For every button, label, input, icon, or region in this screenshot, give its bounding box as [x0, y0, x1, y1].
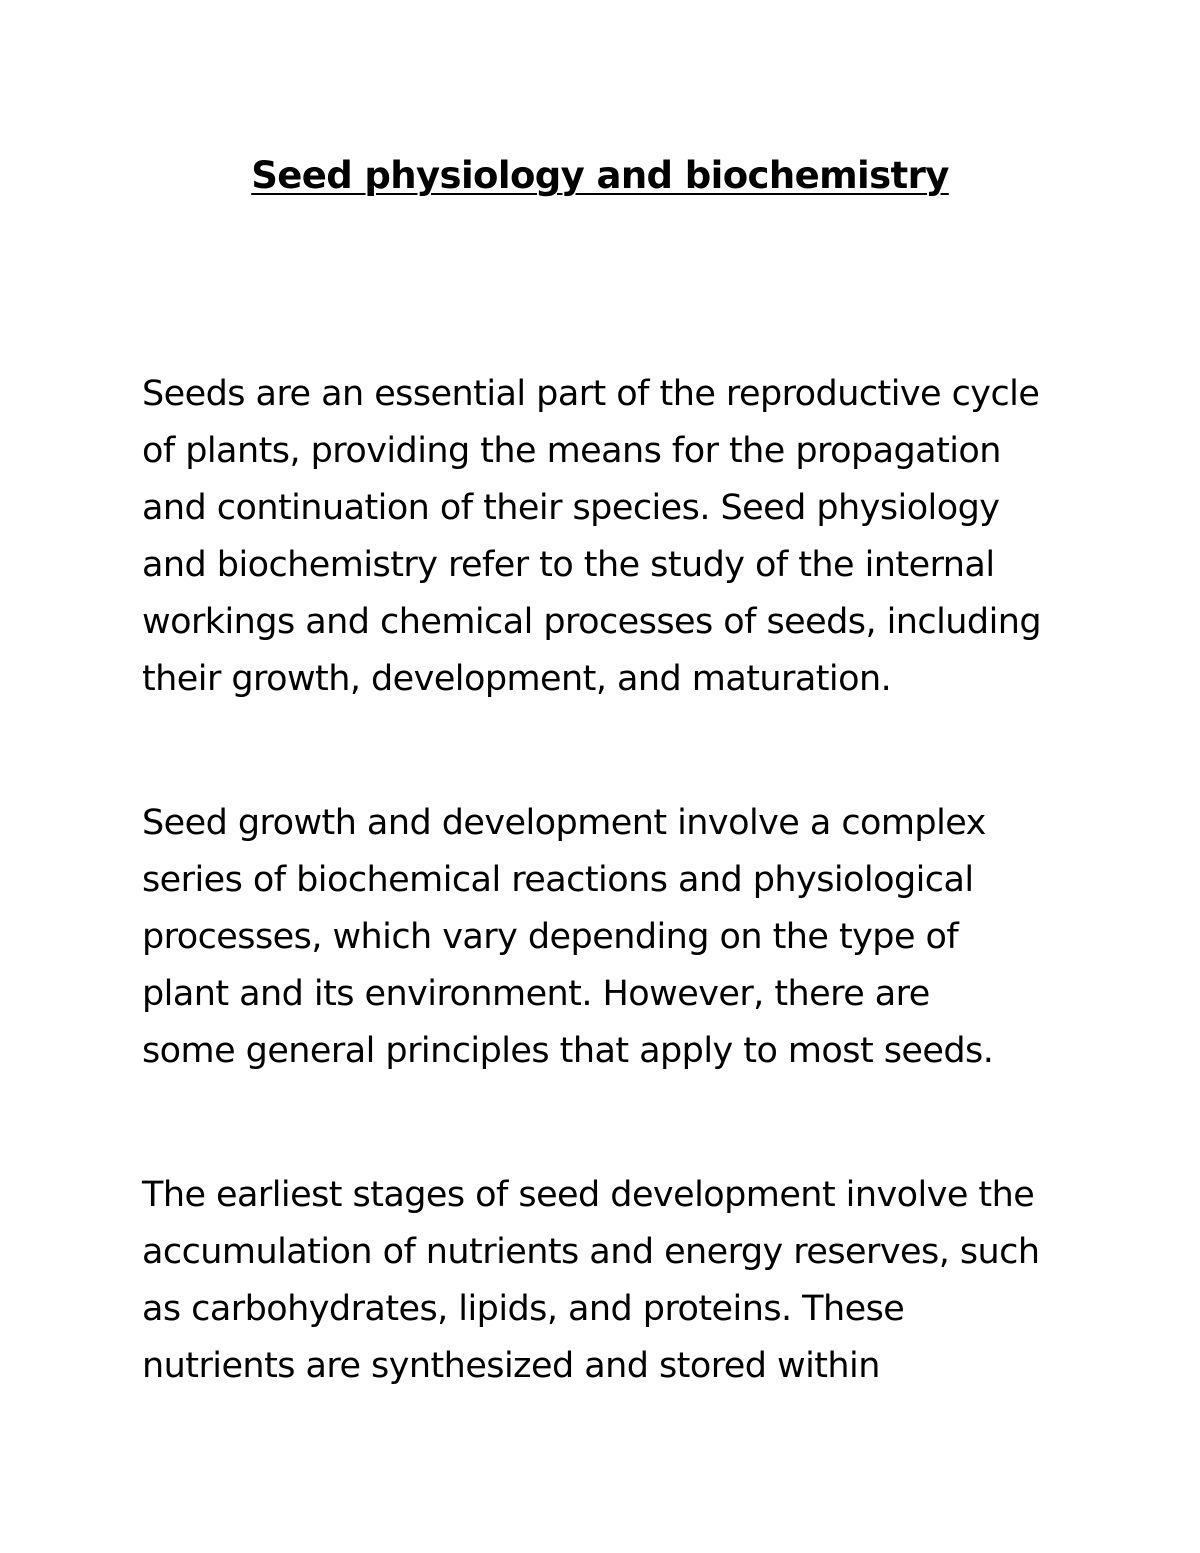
paragraph-line: Seeds are an essential part of the reproductive cycle: [142, 374, 1040, 414]
paragraph-line: and biochemistry refer to the study of the internal: [142, 545, 995, 585]
document-title: Seed physiology and biochemistry: [251, 154, 949, 197]
paragraph-line: nutrients are synthesized and stored within: [142, 1346, 880, 1386]
paragraph-line: plant and its environment. However, there are: [142, 974, 930, 1014]
paragraph-line: series of biochemical reactions and physiological: [142, 860, 974, 900]
paragraph-2: [142, 795, 993, 1080]
paragraph-line: Seed growth and development involve a complex: [142, 803, 986, 843]
paragraph-line: some general principles that apply to most seeds.: [142, 1031, 994, 1071]
paragraph-line: their growth, development, and maturation.: [142, 659, 892, 699]
paragraph-line: of plants, providing the means for the propagation: [142, 431, 1001, 471]
paragraph-3: [142, 1167, 1040, 1395]
paragraph-line: processes, which vary depending on the type of: [142, 917, 959, 957]
paragraph-line: and continuation of their species. Seed physiology: [142, 488, 1000, 528]
paragraph-1: [142, 366, 1041, 708]
paragraph-line: workings and chemical processes of seeds, including: [142, 602, 1042, 642]
paragraph-line: The earliest stages of seed development involve the: [142, 1175, 1035, 1215]
paragraph-line: accumulation of nutrients and energy reserves, such: [142, 1232, 1040, 1272]
paragraph-line: as carbohydrates, lipids, and proteins. These: [142, 1289, 905, 1329]
